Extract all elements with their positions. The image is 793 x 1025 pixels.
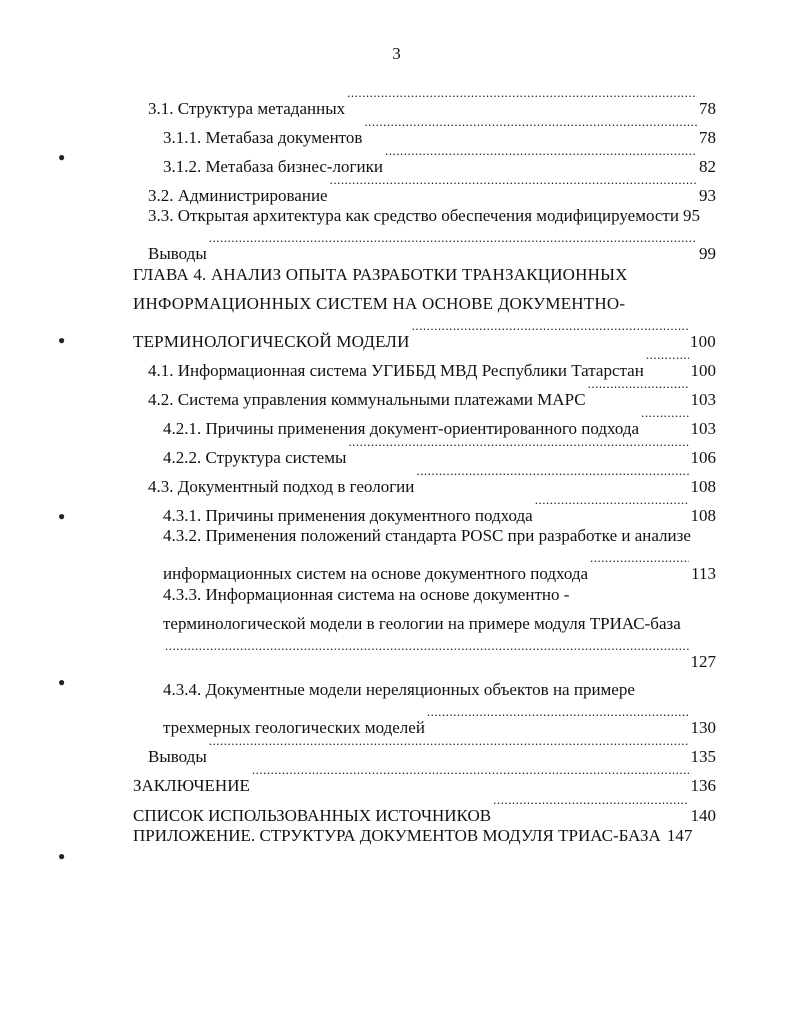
- toc-entry-title: 4.2.2. Структура системы: [163, 448, 347, 467]
- toc-leader-dots: [590, 550, 689, 579]
- toc-entry-3-2[interactable]: [148, 172, 716, 205]
- toc-entry-4-3-3-line-2[interactable]: терминологической модели в геологии на примере модуля ТРИАС-база: [163, 614, 681, 633]
- toc-entry-title: 4.2. Система управления коммунальными платежами МАРС: [148, 390, 586, 409]
- toc-entry-references[interactable]: [133, 792, 716, 825]
- toc-leader-dots: [330, 172, 697, 201]
- toc-leader-dots: [209, 230, 697, 259]
- toc-leader-dots: [427, 704, 689, 733]
- toc-entry-page: 82: [699, 157, 716, 176]
- toc-entry-page: 103: [690, 390, 716, 409]
- toc-entry-title: 3.1.1. Метабаза документов: [163, 128, 363, 147]
- toc-entry-4-3-2-line-1[interactable]: 4.3.2. Применения положений стандарта POSC при разработке и анализе: [163, 526, 691, 545]
- toc-entry-conclusion[interactable]: [133, 762, 716, 795]
- toc-entry-title: Выводы: [148, 244, 207, 263]
- toc-entry-page: 99: [699, 244, 716, 263]
- toc-leader-dots: [588, 376, 689, 405]
- toc-entry-title: информационных систем на основе документного подхода: [163, 564, 589, 583]
- toc-leader-dots: [646, 347, 689, 376]
- binder-mark-icon: ●: [58, 849, 66, 863]
- toc-entry-title: ПРИЛОЖЕНИЕ. СТРУКТУРА ДОКУМЕНТОВ МОДУЛЯ ТРИАС-БАЗА: [133, 826, 661, 845]
- toc-entry-title: 4.3. Документный подход в геологии: [148, 477, 415, 496]
- toc-leader-dots: [348, 434, 688, 463]
- toc-entry-3-1-2[interactable]: [163, 143, 716, 176]
- toc-entry-4-1[interactable]: [148, 347, 716, 380]
- toc-entry-title: ЗАКЛЮЧЕНИЕ: [133, 776, 250, 795]
- toc-entry-page: 78: [699, 128, 716, 147]
- toc-entry-4-3-4-line-2[interactable]: [163, 704, 716, 737]
- toc-entry-4-2-2[interactable]: [163, 434, 716, 467]
- toc-entry-page: 130: [690, 718, 716, 737]
- toc-entry-title: Выводы: [148, 747, 207, 766]
- toc-chapter-4-line-3[interactable]: [133, 318, 716, 351]
- toc-leader-dots: [535, 492, 689, 521]
- toc-entry-page: 93: [699, 186, 716, 205]
- toc-entry-title: 3.1. Структура метаданных: [148, 99, 346, 118]
- toc-leader-dots: [209, 733, 689, 762]
- toc-entry-page: 113: [691, 564, 716, 583]
- toc-entry-page: 127: [690, 652, 716, 671]
- binder-mark-icon: ●: [58, 333, 66, 347]
- toc-chapter-4-line-1[interactable]: ГЛАВА 4. АНАЛИЗ ОПЫТА РАЗРАБОТКИ ТРАНЗАКЦИОННЫХ: [133, 265, 628, 284]
- toc-entry-page: 136: [690, 776, 716, 795]
- toc-entry-conclusions-3[interactable]: [148, 230, 716, 263]
- toc-leader-dots: [412, 318, 688, 347]
- toc-entry-page: 78: [699, 99, 716, 118]
- toc-leader-dots: [641, 405, 688, 434]
- toc-leader-dots: [347, 85, 697, 114]
- toc-leader-dots: [364, 114, 697, 143]
- toc-entry-title: ТЕРМИНОЛОГИЧЕСКОЙ МОДЕЛИ: [133, 332, 410, 351]
- toc-entry-page: 100: [689, 332, 716, 351]
- toc-leader-dots: [493, 792, 688, 821]
- toc-entry-title: 4.3.1. Причины применения документного подхода: [163, 506, 533, 525]
- toc-leader-dots: [165, 638, 689, 667]
- toc-entry-3-1-1[interactable]: [163, 114, 716, 147]
- toc-entry-conclusions-4[interactable]: [148, 733, 716, 766]
- toc-leader-dots: [416, 463, 688, 492]
- toc-entry-4-3-4-line-1[interactable]: 4.3.4. Документные модели нереляционных объектов на примере: [163, 680, 635, 699]
- toc-entry-page: 95: [682, 206, 700, 225]
- binder-mark-icon: ●: [58, 150, 66, 164]
- toc-entry-page: 106: [690, 448, 716, 467]
- page-number: 3: [392, 44, 401, 63]
- toc-entry-page: 140: [690, 806, 716, 825]
- toc-entry-4-3-1[interactable]: [163, 492, 716, 525]
- toc-entry-title: СПИСОК ИСПОЛЬЗОВАННЫХ ИСТОЧНИКОВ: [133, 806, 492, 825]
- toc-entry-3-3[interactable]: [148, 201, 716, 230]
- toc-entry-page: 135: [690, 747, 716, 766]
- toc-entry-4-2[interactable]: [148, 376, 716, 409]
- toc-entry-appendix[interactable]: [133, 821, 716, 850]
- toc-entry-page: 103: [690, 419, 716, 438]
- toc-entry-title: 3.2. Администрирование: [148, 186, 328, 205]
- toc-entry-title: 4.1. Информационная система УГИББД МВД Республики Татарстан: [148, 361, 644, 380]
- toc-entry-title: 3.3. Открытая архитектура как средство обеспечения модифицируемости: [148, 206, 679, 225]
- toc-entry-page: 147: [666, 826, 693, 845]
- toc-entry-page: 108: [690, 506, 716, 525]
- toc-entry-page: 108: [690, 477, 716, 496]
- toc-entry-4-3-3-line-3[interactable]: [163, 638, 716, 671]
- toc-leader-dots: [252, 762, 689, 791]
- toc-entry-4-2-1[interactable]: [163, 405, 716, 438]
- toc-entry-page: 100: [690, 361, 716, 380]
- toc-entry-4-3-2-line-2[interactable]: [163, 550, 716, 583]
- toc-entry-4-3-3-line-1[interactable]: 4.3.3. Информационная система на основе документно -: [163, 585, 570, 604]
- toc-entry-3-1[interactable]: [148, 85, 716, 118]
- toc-entry-title: 3.1.2. Метабаза бизнес-логики: [163, 157, 383, 176]
- toc-entry-title: 4.2.1. Причины применения документ-ориентированного подхода: [163, 419, 640, 438]
- toc-leader-dots: [385, 143, 697, 172]
- toc-entry-title: трехмерных геологических моделей: [163, 718, 425, 737]
- binder-mark-icon: ●: [58, 675, 66, 689]
- toc-entry-4-3[interactable]: [148, 463, 716, 496]
- binder-mark-icon: ●: [58, 509, 66, 523]
- toc-chapter-4-line-2[interactable]: ИНФОРМАЦИОННЫХ СИСТЕМ НА ОСНОВЕ ДОКУМЕНТНО-: [133, 294, 626, 313]
